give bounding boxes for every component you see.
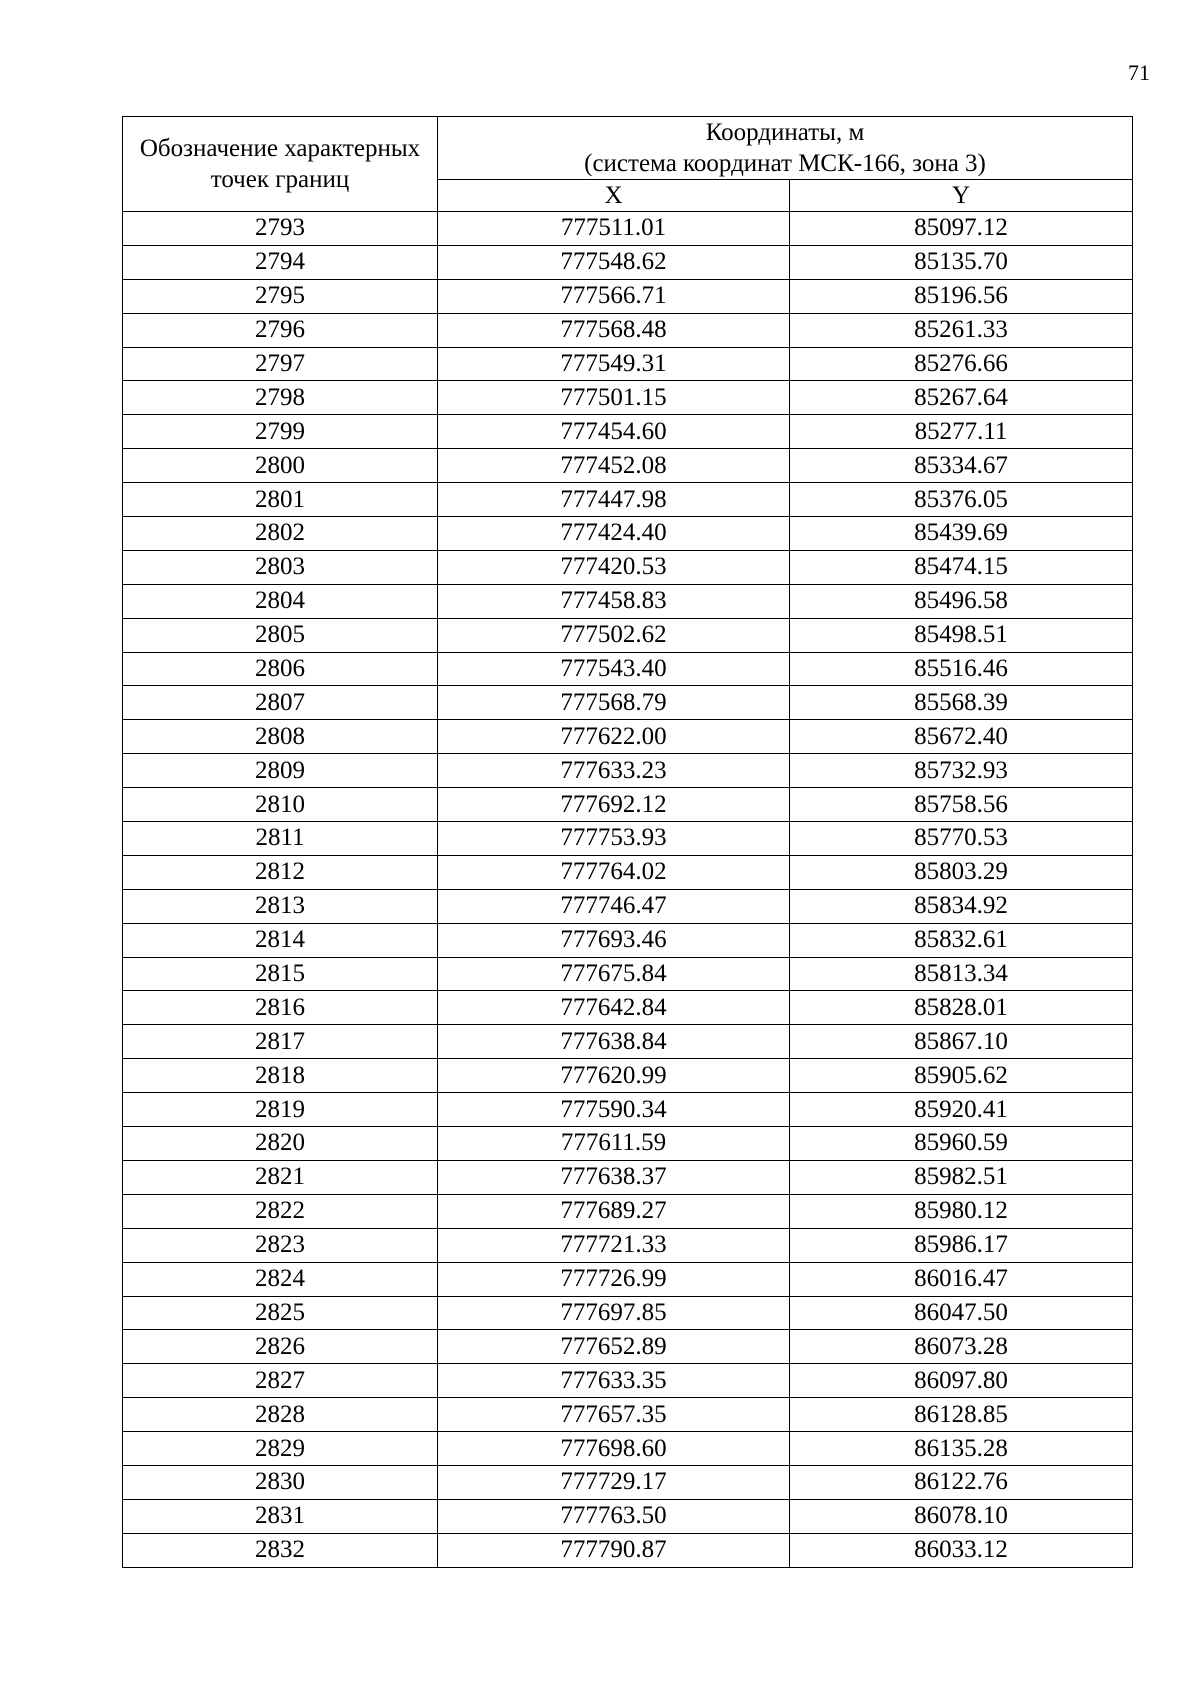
table-row [123,1330,1133,1364]
point-cell: 2806 [123,652,438,686]
point-cell: 2813 [123,889,438,923]
table-row [123,1228,1133,1262]
table-row [123,652,1133,686]
y-cell: 85496.58 [790,584,1133,618]
y-cell: 86097.80 [790,1364,1133,1398]
point-cell: 2814 [123,923,438,957]
y-column-header: Y [790,180,1133,212]
point-cell: 2832 [123,1533,438,1567]
x-cell: 777447.98 [438,483,790,517]
point-cell: 2809 [123,754,438,788]
y-cell: 85334.67 [790,449,1133,483]
x-cell: 777622.00 [438,720,790,754]
x-cell: 777568.79 [438,686,790,720]
x-cell: 777721.33 [438,1228,790,1262]
point-cell: 2796 [123,313,438,347]
point-cell: 2811 [123,822,438,856]
y-cell: 85267.64 [790,381,1133,415]
y-cell: 85261.33 [790,313,1133,347]
table-row [123,483,1133,517]
point-cell: 2807 [123,686,438,720]
point-cell: 2827 [123,1364,438,1398]
y-cell: 86128.85 [790,1398,1133,1432]
table-row [123,1194,1133,1228]
x-column-header: X [438,180,790,212]
x-cell: 777501.15 [438,381,790,415]
point-cell: 2831 [123,1499,438,1533]
y-cell: 85568.39 [790,686,1133,720]
table-row [123,1398,1133,1432]
table-row [123,245,1133,279]
y-cell: 85960.59 [790,1127,1133,1161]
x-cell: 777548.62 [438,245,790,279]
coordinates-header-line1: Координаты, м [705,119,865,146]
point-cell: 2816 [123,991,438,1025]
table-row [123,923,1133,957]
point-cell: 2808 [123,720,438,754]
y-cell: 85980.12 [790,1194,1133,1228]
x-cell: 777566.71 [438,279,790,313]
point-cell: 2826 [123,1330,438,1364]
table-row [123,957,1133,991]
table-row [123,415,1133,449]
y-cell: 85770.53 [790,822,1133,856]
x-cell: 777633.23 [438,754,790,788]
y-cell: 85832.61 [790,923,1133,957]
table-row [123,720,1133,754]
table-row [123,991,1133,1025]
point-cell: 2821 [123,1160,438,1194]
y-cell: 85920.41 [790,1093,1133,1127]
y-cell: 85867.10 [790,1025,1133,1059]
table-row [123,1059,1133,1093]
point-cell: 2824 [123,1262,438,1296]
x-cell: 777753.93 [438,822,790,856]
y-cell: 86135.28 [790,1432,1133,1466]
y-cell: 85276.66 [790,347,1133,381]
table-row [123,381,1133,415]
y-cell: 86033.12 [790,1533,1133,1567]
table-row [123,822,1133,856]
x-cell: 777502.62 [438,618,790,652]
table-row [123,1432,1133,1466]
table-row [123,754,1133,788]
page-number: 71 [1128,60,1150,85]
point-cell: 2795 [123,279,438,313]
x-cell: 777675.84 [438,957,790,991]
y-cell: 85135.70 [790,245,1133,279]
point-cell: 2818 [123,1059,438,1093]
x-cell: 777657.35 [438,1398,790,1432]
x-cell: 777689.27 [438,1194,790,1228]
x-cell: 777511.01 [438,212,790,246]
table-row [123,313,1133,347]
table-row [123,550,1133,584]
coordinates-header [438,117,1133,180]
y-cell: 86122.76 [790,1465,1133,1499]
x-cell: 777568.48 [438,313,790,347]
table-body [123,212,1133,1568]
point-cell: 2828 [123,1398,438,1432]
x-cell: 777549.31 [438,347,790,381]
y-cell: 85828.01 [790,991,1133,1025]
table-row [123,517,1133,551]
point-cell: 2810 [123,788,438,822]
table-row [123,788,1133,822]
y-cell: 85834.92 [790,889,1133,923]
table-row [123,347,1133,381]
x-cell: 777693.46 [438,923,790,957]
y-cell: 86047.50 [790,1296,1133,1330]
point-cell: 2800 [123,449,438,483]
table-row [123,1127,1133,1161]
x-cell: 777729.17 [438,1465,790,1499]
table-row [123,1296,1133,1330]
point-cell: 2819 [123,1093,438,1127]
table-row [123,855,1133,889]
table-row [123,279,1133,313]
point-cell: 2797 [123,347,438,381]
y-cell: 85986.17 [790,1228,1133,1262]
y-cell: 86078.10 [790,1499,1133,1533]
x-cell: 777764.02 [438,855,790,889]
point-cell: 2825 [123,1296,438,1330]
x-cell: 777458.83 [438,584,790,618]
y-cell: 85672.40 [790,720,1133,754]
x-cell: 777698.60 [438,1432,790,1466]
point-cell: 2817 [123,1025,438,1059]
x-cell: 777611.59 [438,1127,790,1161]
table-row [123,1499,1133,1533]
table-row [123,1025,1133,1059]
table-row [123,1160,1133,1194]
x-cell: 777692.12 [438,788,790,822]
point-cell: 2823 [123,1228,438,1262]
y-cell: 85803.29 [790,855,1133,889]
point-cell: 2798 [123,381,438,415]
point-cell: 2820 [123,1127,438,1161]
point-cell: 2801 [123,483,438,517]
point-cell: 2822 [123,1194,438,1228]
point-cell: 2805 [123,618,438,652]
x-cell: 777642.84 [438,991,790,1025]
x-cell: 777638.37 [438,1160,790,1194]
x-cell: 777763.50 [438,1499,790,1533]
y-cell: 85516.46 [790,652,1133,686]
point-cell: 2804 [123,584,438,618]
table-row [123,1465,1133,1499]
y-cell: 85498.51 [790,618,1133,652]
x-cell: 777697.85 [438,1296,790,1330]
table-row [123,584,1133,618]
table-row [123,212,1133,246]
table-row [123,618,1133,652]
point-cell: 2829 [123,1432,438,1466]
x-cell: 777726.99 [438,1262,790,1296]
x-cell: 777652.89 [438,1330,790,1364]
y-cell: 85982.51 [790,1160,1133,1194]
y-cell: 85905.62 [790,1059,1133,1093]
point-cell: 2830 [123,1465,438,1499]
x-cell: 777620.99 [438,1059,790,1093]
table-header [123,117,1133,212]
y-cell: 85376.05 [790,483,1133,517]
y-cell: 85097.12 [790,212,1133,246]
point-designation-header: Обозначение характерных точек границ [123,117,438,212]
point-cell: 2815 [123,957,438,991]
y-cell: 85813.34 [790,957,1133,991]
x-cell: 777790.87 [438,1533,790,1567]
coordinates-header-line2: (система координат МСК-166, зона 3) [584,150,986,177]
table-row [123,1093,1133,1127]
table-row [123,1364,1133,1398]
table-row [123,686,1133,720]
x-cell: 777420.53 [438,550,790,584]
x-cell: 777424.40 [438,517,790,551]
point-cell: 2793 [123,212,438,246]
x-cell: 777590.34 [438,1093,790,1127]
table-row [123,1533,1133,1567]
point-cell: 2799 [123,415,438,449]
x-cell: 777454.60 [438,415,790,449]
y-cell: 85439.69 [790,517,1133,551]
y-cell: 85277.11 [790,415,1133,449]
y-cell: 85196.56 [790,279,1133,313]
point-cell: 2794 [123,245,438,279]
y-cell: 85758.56 [790,788,1133,822]
y-cell: 85732.93 [790,754,1133,788]
table-row [123,1262,1133,1296]
x-cell: 777746.47 [438,889,790,923]
point-cell: 2802 [123,517,438,551]
y-cell: 86016.47 [790,1262,1133,1296]
x-cell: 777633.35 [438,1364,790,1398]
point-cell: 2812 [123,855,438,889]
x-cell: 777638.84 [438,1025,790,1059]
coordinates-table [122,116,1133,1568]
y-cell: 85474.15 [790,550,1133,584]
y-cell: 86073.28 [790,1330,1133,1364]
x-cell: 777543.40 [438,652,790,686]
table-row [123,449,1133,483]
point-cell: 2803 [123,550,438,584]
x-cell: 777452.08 [438,449,790,483]
table-row [123,889,1133,923]
